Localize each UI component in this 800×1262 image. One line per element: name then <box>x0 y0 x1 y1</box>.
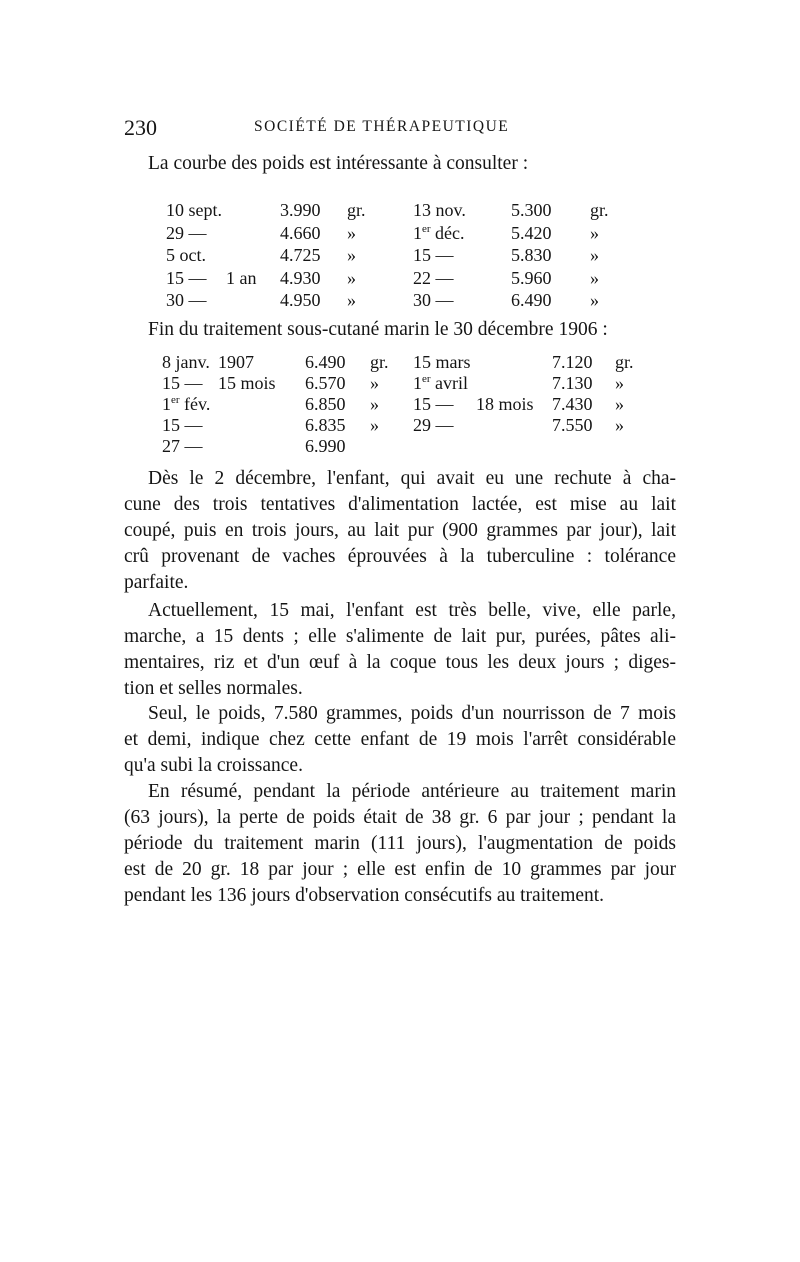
table-row <box>0 200 800 222</box>
paragraph-line: En résumé, pendant la période antérieure au traitement marin <box>148 781 676 802</box>
unit-cell: » <box>370 373 379 393</box>
table-row <box>0 373 800 395</box>
weight-cell: 5.420 <box>511 222 552 243</box>
date-cell: 29 — <box>166 222 207 243</box>
weight-cell: 7.550 <box>552 415 593 435</box>
table-row <box>0 352 800 374</box>
unit-cell: » <box>615 415 624 435</box>
date-cell: 15 — <box>162 415 203 435</box>
weight-cell: 6.490 <box>511 290 552 310</box>
intro-line: La courbe des poids est intéressante à consulter : <box>148 153 529 174</box>
weight-cell: 5.830 <box>511 245 552 265</box>
weight-cell: 7.430 <box>552 394 593 414</box>
date-cell: 1er déc. <box>413 222 465 243</box>
table-row <box>0 223 800 245</box>
table-row <box>0 245 800 267</box>
extra-cell: 15 mois <box>218 373 276 393</box>
weight-cell: 6.850 <box>305 394 346 414</box>
unit-cell: » <box>590 290 599 310</box>
date-cell: 13 nov. <box>413 200 466 220</box>
date-cell: 15 — <box>413 394 454 414</box>
weight-cell: 4.930 <box>280 267 321 288</box>
table-row <box>0 394 800 416</box>
paragraph-line: marche, a 15 dents ; elle s'alimente de lait pur, purées, pâtes ali- <box>124 626 676 647</box>
unit-cell: gr. <box>370 352 389 372</box>
paragraph-line: crû provenant de vaches éprouvées à la tuberculine : tolérance <box>124 546 676 567</box>
date-cell: 15 — <box>413 245 454 265</box>
date-cell: 1er fév. <box>162 394 211 414</box>
paragraph-line: pendant les 136 jours d'observation consécutifs au traitement. <box>124 885 605 906</box>
weight-cell: 6.570 <box>305 373 346 393</box>
weight-cell: 7.130 <box>552 373 593 393</box>
table-row <box>0 268 800 290</box>
table-row <box>0 290 800 312</box>
weight-cell: 6.990 <box>305 436 346 456</box>
date-cell: 1er avril <box>413 373 469 393</box>
weight-cell: 5.300 <box>511 200 552 220</box>
weight-cell: 5.960 <box>511 267 552 288</box>
unit-cell: » <box>590 245 599 265</box>
running-head: SOCIÉTÉ DE THÉRAPEUTIQUE <box>254 118 510 135</box>
unit-cell: » <box>347 267 356 288</box>
section-heading: Fin du traitement sous-cutané marin le 30 décembre 1906 : <box>148 319 608 340</box>
unit-cell: » <box>347 222 356 243</box>
paragraph-line: mentaires, riz et d'un œuf à la coque tous les deux jours ; diges- <box>124 652 676 673</box>
unit-cell: » <box>347 245 356 265</box>
paragraph-line: Seul, le poids, 7.580 grammes, poids d'un nourrisson de 7 mois <box>148 703 676 724</box>
weight-cell: 7.120 <box>552 352 593 372</box>
unit-cell: gr. <box>615 352 634 372</box>
unit-cell: gr. <box>347 200 366 220</box>
paragraph-line: (63 jours), la perte de poids était de 38 gr. 6 par jour ; pendant la <box>124 807 676 828</box>
weight-cell: 3.990 <box>280 200 321 220</box>
extra-cell: 1 an <box>226 267 257 288</box>
date-cell: 29 — <box>413 415 454 435</box>
paragraph-line: parfaite. <box>124 572 189 593</box>
date-cell: 15 — <box>166 267 207 288</box>
unit-cell: » <box>370 415 379 435</box>
unit-cell: » <box>590 267 599 288</box>
date-cell: 15 — <box>162 373 203 393</box>
weight-cell: 6.835 <box>305 415 346 435</box>
paragraph-line: Actuellement, 15 mai, l'enfant est très belle, vive, elle parle, <box>148 600 676 621</box>
unit-cell: » <box>370 394 379 414</box>
unit-cell: » <box>615 394 624 414</box>
body-paragraph <box>124 779 676 909</box>
date-cell: 8 janv. <box>162 352 210 372</box>
paragraph-line: et demi, indique chez cette enfant de 19 mois l'arrêt considérable <box>124 729 676 750</box>
unit-cell: gr. <box>590 200 609 220</box>
date-cell: 27 — <box>162 436 203 456</box>
extra-cell: 18 mois <box>476 394 534 414</box>
date-cell: 15 mars <box>413 352 471 372</box>
weight-cell: 6.490 <box>305 352 346 372</box>
paragraph-line: cune des trois tentatives d'alimentation lactée, est mise au lait <box>124 494 676 515</box>
unit-cell: » <box>347 290 356 310</box>
table-row <box>0 415 800 437</box>
weight-cell: 4.950 <box>280 290 321 310</box>
date-cell: 5 oct. <box>166 245 206 265</box>
date-cell: 30 — <box>413 290 454 310</box>
page-number: 230 <box>124 115 157 140</box>
extra-cell: 1907 <box>218 352 254 372</box>
paragraph-line: qu'a subi la croissance. <box>124 755 303 776</box>
weight-cell: 4.660 <box>280 222 321 243</box>
unit-cell: » <box>615 373 624 393</box>
page-header <box>124 115 684 141</box>
date-cell: 10 sept. <box>166 200 222 220</box>
paragraph-line: coupé, puis en trois jours, au lait pur (900 grammes par jour), lait <box>124 520 676 541</box>
paragraph-line: est de 20 gr. 18 par jour ; elle est enfin de 10 grammes par jour <box>124 859 676 880</box>
body-paragraph <box>124 466 676 596</box>
table-row <box>0 436 800 458</box>
date-cell: 30 — <box>166 290 207 310</box>
paragraph-line: Dès le 2 décembre, l'enfant, qui avait eu une rechute à cha- <box>148 468 676 489</box>
paragraph-line: tion et selles normales. <box>124 678 303 699</box>
body-paragraph <box>124 701 676 779</box>
body-paragraph <box>124 598 676 702</box>
date-cell: 22 — <box>413 267 454 288</box>
unit-cell: » <box>590 222 599 243</box>
paragraph-line: période du traitement marin (111 jours), l'augmentation de poids <box>124 833 676 854</box>
weight-cell: 4.725 <box>280 245 321 265</box>
